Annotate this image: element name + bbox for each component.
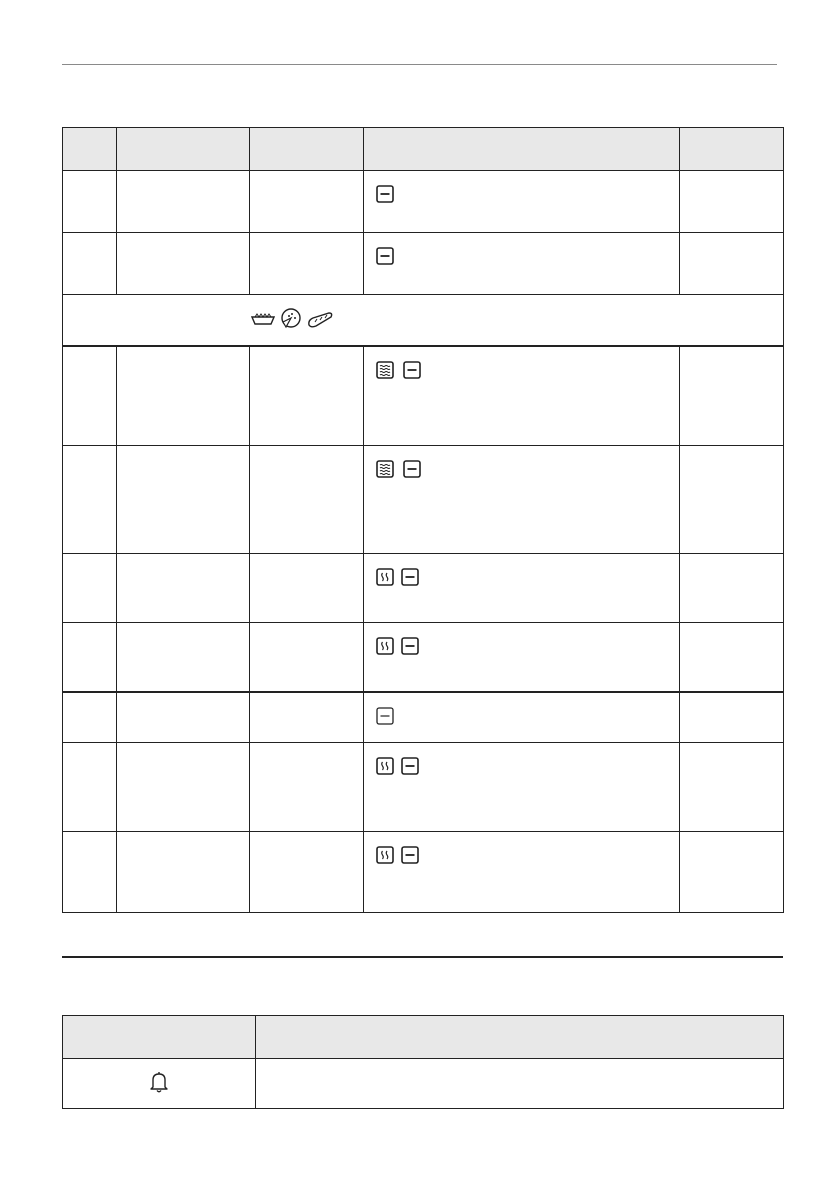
baking-tray-icon bbox=[251, 311, 275, 329]
bottom-heat-icon bbox=[403, 460, 421, 478]
table-row bbox=[63, 743, 784, 832]
conventional-cooking-icon bbox=[376, 568, 394, 586]
conventional-cooking-icon bbox=[376, 637, 394, 655]
header-cell bbox=[117, 128, 250, 171]
header-cell bbox=[63, 1016, 256, 1059]
table-note-row bbox=[63, 295, 784, 346]
bottom-heat-icon bbox=[376, 707, 394, 725]
table-row bbox=[63, 692, 784, 743]
bottom-heat-icon bbox=[401, 846, 419, 864]
header-cell bbox=[256, 1016, 784, 1059]
conventional-cooking-icon bbox=[376, 757, 394, 775]
bottom-heat-icon bbox=[401, 637, 419, 655]
section-rule bbox=[62, 956, 783, 958]
table-row bbox=[63, 832, 784, 913]
function-icons bbox=[376, 361, 423, 380]
pizza-icon bbox=[280, 307, 302, 329]
function-icons bbox=[376, 185, 396, 204]
header-cell bbox=[680, 128, 784, 171]
table-row bbox=[63, 1059, 784, 1109]
bottom-heat-icon bbox=[376, 247, 394, 265]
header-cell bbox=[364, 128, 680, 171]
table-row bbox=[63, 446, 784, 554]
function-icons bbox=[376, 568, 421, 587]
header-rule bbox=[62, 64, 777, 65]
true-fan-cooking-icon bbox=[376, 460, 394, 478]
function-icons bbox=[376, 757, 421, 776]
function-icons bbox=[376, 707, 396, 726]
table-row bbox=[63, 346, 784, 446]
function-icons bbox=[376, 247, 396, 266]
header-cell bbox=[63, 128, 117, 171]
table-header-row bbox=[63, 128, 784, 171]
true-fan-cooking-icon bbox=[376, 361, 394, 379]
table-row bbox=[63, 623, 784, 692]
function-icons bbox=[376, 460, 423, 479]
conventional-cooking-icon bbox=[376, 846, 394, 864]
table-row bbox=[63, 233, 784, 295]
bell-icon bbox=[148, 1070, 170, 1094]
bottom-heat-icon bbox=[401, 757, 419, 775]
table-row bbox=[63, 554, 784, 623]
baguette-icon bbox=[307, 311, 333, 329]
signal-table bbox=[62, 1015, 784, 1109]
bottom-heat-icon bbox=[401, 568, 419, 586]
note-icons bbox=[251, 307, 333, 333]
function-icons bbox=[376, 637, 421, 656]
function-icons bbox=[376, 846, 421, 865]
bottom-heat-icon bbox=[403, 361, 421, 379]
table-header-row bbox=[63, 1016, 784, 1059]
cooking-table bbox=[62, 127, 784, 913]
table-row bbox=[63, 171, 784, 233]
header-cell bbox=[250, 128, 364, 171]
bottom-heat-icon bbox=[376, 185, 394, 203]
